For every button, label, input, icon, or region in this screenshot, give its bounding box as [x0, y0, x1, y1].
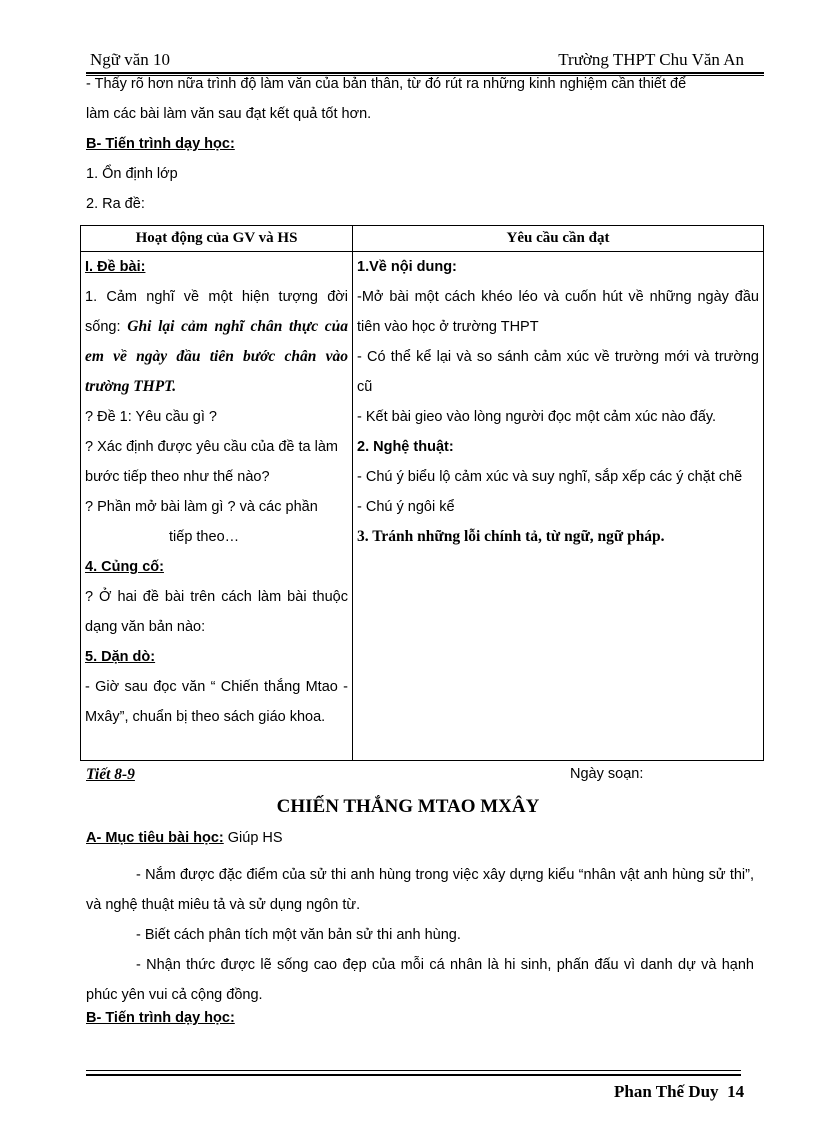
header-subject: Ngữ văn 10: [90, 50, 171, 69]
objectives-heading-line: A- Mục tiêu bài học: Giúp HS: [86, 830, 283, 846]
art-2: - Chú ý ngôi kể: [357, 499, 455, 515]
section-b-heading: B- Tiến trình dạy học:: [86, 136, 235, 152]
art-1: - Chú ý biểu lộ cảm xúc và suy nghĩ, sắp xếp các ý chặt chẽ: [357, 469, 743, 485]
topic-1-emphasis: Ghi lại cảm nghĩ chân thực của em về ngày đầu tiên bước chân vào trường THPT.: [85, 318, 348, 395]
section-b-heading-2: B- Tiến trình dạy học:: [86, 1010, 235, 1026]
avoid-errors: 3. Tránh những lỗi chính tả, từ ngữ, ngữ pháp.: [357, 528, 665, 545]
header-school: Trường THPT Chu Văn An: [558, 50, 744, 69]
col-requirement-header: Yêu cầu cần đạt: [353, 226, 764, 252]
lesson-table: [80, 225, 764, 761]
header-rule: [86, 72, 764, 74]
objective-3: - Nhận thức được lẽ sống cao đẹp của mỗi cá nhân là hi sinh, phấn đấu vì danh dự và hạnh phúc yên vui cả cộng đồng.: [86, 957, 754, 1003]
art-heading: 2. Nghệ thuật:: [357, 439, 454, 455]
consolidation-text: ? Ở hai đề bài trên cách làm bài thuộc dạng văn bản nào:: [85, 589, 348, 635]
activity-cell: [81, 252, 353, 761]
date-label: Ngày soạn:: [570, 766, 644, 782]
requirement-cell: [353, 252, 764, 761]
lesson-label: Tiết 8-9: [86, 766, 135, 783]
footer-rule-thin: [86, 1070, 741, 1071]
footer-rule: [86, 1074, 741, 1076]
intro-line-2: làm các bài làm văn sau đạt kết quả tốt hơn.: [86, 106, 372, 122]
consolidation-heading: 4. Củng cố:: [85, 559, 164, 575]
question-2: ? Xác định được yêu cầu của đề ta làm bước tiếp theo như thế nào?: [85, 439, 338, 485]
content-heading: 1.Về nội dung:: [357, 259, 457, 275]
content-3: - Kết bài gieo vào lòng người đọc một cảm xúc nào đấy.: [357, 409, 717, 425]
step-1: 1. Ổn định lớp: [86, 166, 178, 182]
homework-text: - Giờ sau đọc văn “ Chiến thắng Mtao -Mxây”, chuẩn bị theo sách giáo khoa.: [85, 679, 348, 725]
objective-1: - Nắm được đặc điểm của sử thi anh hùng trong việc xây dựng kiểu “nhân vật anh hùng sử thi”, và nghệ thuật miêu tả và sử dụng ngôn từ.: [86, 867, 754, 913]
question-1: ? Đề 1: Yêu cầu gì ?: [85, 409, 217, 425]
footer-author: Phan Thế Duy 14: [614, 1082, 745, 1101]
question-3b: tiếp theo…: [169, 529, 240, 545]
page-number: 14: [727, 1082, 745, 1101]
step-2: 2. Ra đề:: [86, 196, 145, 212]
topic-heading: I. Đề bài:: [85, 259, 146, 275]
intro-line-1: - Thấy rõ hơn nữa trình độ làm văn của bản thân, từ đó rút ra những kinh nghiệm cần thiết để: [86, 76, 687, 92]
content-1: -Mở bài một cách khéo léo và cuốn hút về những ngày đầu tiên vào học ở trường THPT: [357, 289, 759, 335]
lesson-title: CHIẾN THẮNG MTAO MXÂY: [276, 796, 540, 817]
homework-heading: 5. Dặn dò:: [85, 649, 156, 665]
topic-1: 1. Cảm nghĩ về một hiện tượng đời sống: Ghi lại cảm nghĩ chân thực của em về ngày đầu tiên bước chân vào trường THPT.: [85, 289, 348, 395]
question-3a: ? Phần mở bài làm gì ? và các phần: [85, 499, 318, 515]
content-2: - Có thể kể lại và so sánh cảm xúc về trường mới và trường cũ: [357, 349, 759, 395]
col-activity-header: Hoạt động của GV và HS: [81, 226, 353, 252]
objective-2: - Biết cách phân tích một văn bản sử thi anh hùng.: [136, 927, 461, 943]
section-a-heading: A- Mục tiêu bài học:: [86, 830, 224, 846]
